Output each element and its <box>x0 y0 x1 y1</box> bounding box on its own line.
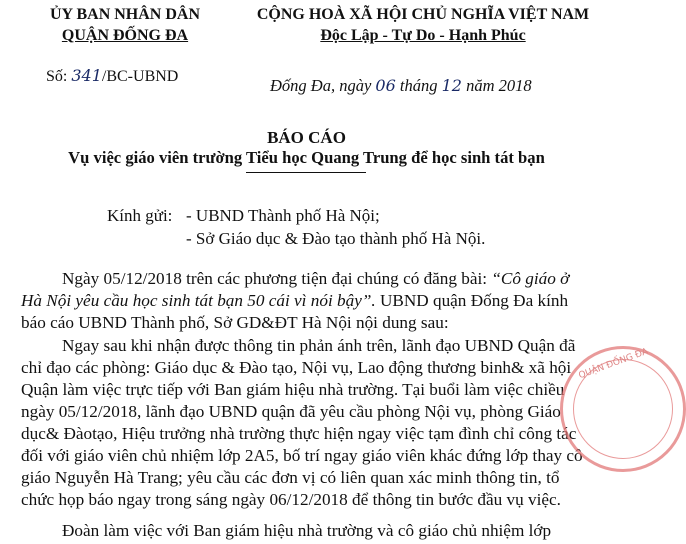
recipient-line-2: - Sở Giáo dục & Đào tạo thành phố Hà Nội. <box>186 229 486 248</box>
body-line: báo cáo UBND Thành phố, Sở GD&ĐT Hà Nội nội dung sau: <box>21 313 449 332</box>
quoted-title: Hà Nội yêu cầu học sinh tát bạn 50 cái vì nói bậy”. <box>21 291 376 310</box>
body-text: Ngày 05/12/2018 trên các phương tiện đại chúng có đăng bài: <box>62 269 492 288</box>
document-number <box>46 66 178 86</box>
body-paragraph-1 <box>21 268 613 334</box>
nation-title: CỘNG HOÀ XÃ HỘI CHỦ NGHĨA VIỆT NAM <box>256 6 590 23</box>
body-line: Quận làm việc trực tiếp với Ban giám hiệu nhà trường. Tại buổi làm việc chiều <box>21 380 565 399</box>
official-stamp <box>560 346 686 472</box>
subtitle-underline <box>246 172 366 173</box>
date-suffix: năm 2018 <box>466 76 532 95</box>
date-mid: tháng <box>399 76 438 95</box>
nation-motto: Độc Lập - Tự Do - Hạnh Phúc <box>320 27 526 44</box>
body-line: chức họp báo ngay trong sáng ngày 06/12/2018 để thông tin bước đầu vụ việc. <box>21 490 561 509</box>
district-name: QUẬN ĐỐNG ĐA <box>61 27 189 44</box>
body-line: đối với giáo viên chủ nhiệm lớp 2A5, bố trí ngay giáo viên khác đứng lớp thay cô <box>21 446 583 465</box>
quoted-title: “Cô giáo ở <box>491 269 570 288</box>
org-name: ỦY BAN NHÂN DÂN <box>49 6 201 23</box>
body-line: ngày 05/12/2018, lãnh đạo UBND quận đã yêu cầu phòng Nội vụ, phòng Giáo <box>21 402 561 421</box>
date-prefix: Đống Đa, ngày <box>270 76 372 95</box>
body-line <box>21 268 613 290</box>
body-text: UBND quận Đống Đa kính <box>375 291 569 310</box>
stamp-text: QUẬN ĐỐNG ĐA <box>577 346 650 382</box>
recipient-line-1: - UBND Thành phố Hà Nội; <box>186 206 380 225</box>
document-title: BÁO CÁO <box>267 128 346 147</box>
body-line: Ngay sau khi nhận được thông tin phản ánh trên, lãnh đạo UBND Quận đã <box>62 336 576 355</box>
document-subtitle: Vụ việc giáo viên trường Tiểu học Quang Trung để học sinh tát bạn <box>68 148 545 167</box>
body-line: Đoàn làm việc với Ban giám hiệu nhà trường và cô giáo chủ nhiệm lớp <box>62 521 552 540</box>
body-line: giáo Nguyễn Hà Trang; yêu cầu các đơn vị có liên quan xác minh thông tin, tổ <box>21 468 560 487</box>
recipient-label: Kính gửi: <box>107 206 173 225</box>
date-day: 06 <box>375 76 396 95</box>
number-prefix: Số: <box>46 68 68 85</box>
body-line: chỉ đạo các phòng: Giáo dục & Đào tạo, Nội vụ, Lao động thương binh& xã hội <box>21 358 572 377</box>
body-paragraph-3 <box>21 520 613 542</box>
date-month: 12 <box>441 76 462 95</box>
document-date <box>270 76 532 96</box>
body-line: dục& Đàotạo, Hiệu trưởng nhà trường thực hiện ngay việc tạm đình chỉ công tác <box>21 424 577 443</box>
body-paragraph-2 <box>21 335 613 511</box>
number-handwritten: 341 <box>71 66 102 85</box>
number-suffix: /BC-UBND <box>101 68 179 85</box>
body-line <box>21 290 613 312</box>
